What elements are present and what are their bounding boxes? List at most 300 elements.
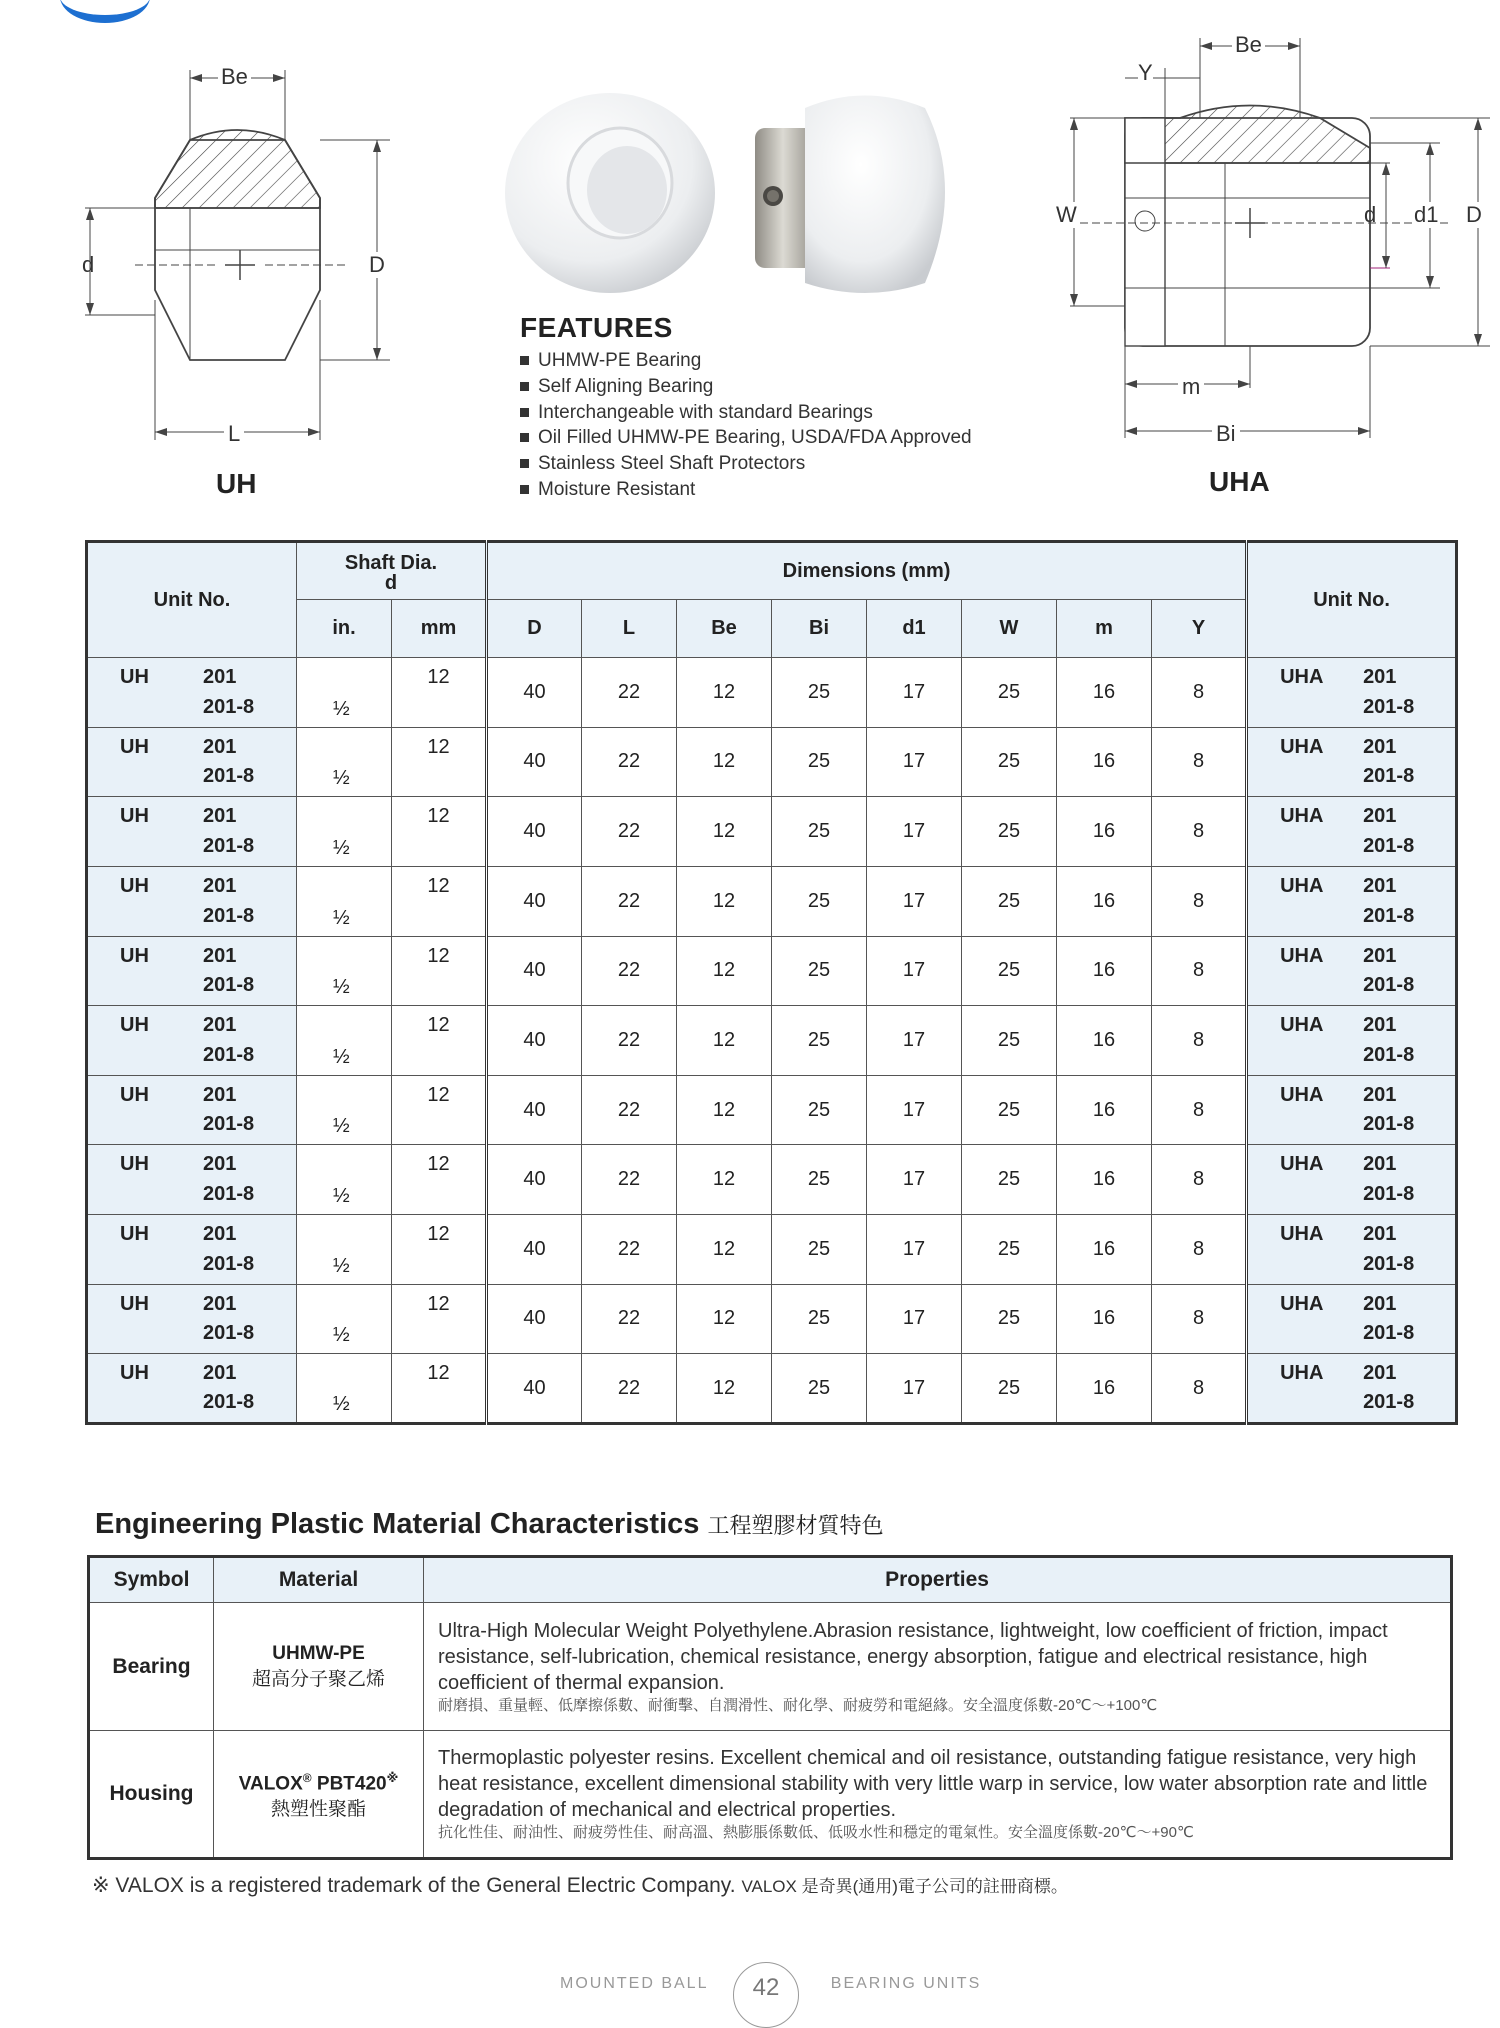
dim-Be: 12 <box>677 936 772 1006</box>
material-row-housing <box>89 1731 1452 1859</box>
unit-sub-number: 201-8 <box>203 1391 255 1413</box>
table-row <box>87 1075 1457 1145</box>
unit-series-right: UHA <box>1280 1223 1324 1245</box>
unit-number: 201 <box>203 1292 237 1315</box>
table-row <box>87 1006 1457 1076</box>
dim-Bi: 25 <box>772 1354 867 1424</box>
table-row <box>87 658 1457 728</box>
dim-m: 16 <box>1057 866 1152 936</box>
uh-L-label: L <box>224 421 244 447</box>
unit-number-right: 201 <box>1363 1014 1397 1037</box>
uha-w-label: W <box>1056 202 1077 227</box>
unit-number: 201 <box>203 874 237 897</box>
unit-sub-number-right: 201-8 <box>1363 1183 1415 1205</box>
properties-housing-en: Thermoplastic polyester resins. Excellent chemical and oil resistance, outstanding fatigue resistance, very high heat resistance, excellent dimensional stability with very little warp in service, low water absorption rate and little degradation of mechanical and electrical properties. <box>438 1747 1428 1821</box>
shaft-mm-value: 12 <box>427 1223 450 1245</box>
dim-W: 25 <box>962 866 1057 936</box>
dim-D: 40 <box>487 1075 582 1145</box>
dim-m: 16 <box>1057 797 1152 867</box>
feature-item: Self Aligning Bearing <box>520 374 972 400</box>
shaft-mm-value: 12 <box>427 1153 450 1176</box>
feature-item: Oil Filled UHMW-PE Bearing, USDA/FDA Approved <box>520 425 972 451</box>
dim-D: 40 <box>487 797 582 867</box>
shaft-in-value: ½ <box>333 906 350 929</box>
dim-D: 40 <box>487 1354 582 1424</box>
dim-d1: 17 <box>867 727 962 797</box>
properties-bearing-zh: 耐磨損、重量輕、低摩擦係數、耐衝擊、自潤滑性、耐化學、耐疲勞和電絕緣。安全溫度係數-20℃～+100℃ <box>438 1696 1158 1714</box>
footnote-en: ※ VALOX is a registered trademark of the General Electric Company. <box>92 1874 736 1897</box>
unit-number-right: 201 <box>1363 874 1397 897</box>
dim-m: 16 <box>1057 727 1152 797</box>
shaft-in-value: ½ <box>333 976 350 999</box>
dim-L: 22 <box>582 1075 677 1145</box>
unit-number: 201 <box>203 1014 237 1037</box>
unit-series-right: UHA <box>1280 874 1324 897</box>
dim-Bi: 25 <box>772 936 867 1006</box>
unit-sub-number: 201-8 <box>203 765 255 788</box>
uh-D-label: D <box>369 252 385 277</box>
uha-d-label: d <box>1364 202 1377 227</box>
unit-series-right: UHA <box>1280 1014 1324 1037</box>
header-dimensions: Dimensions (mm) <box>487 542 1247 600</box>
dim-Y: 8 <box>1152 866 1247 936</box>
shaft-in-cell <box>297 936 392 1006</box>
shaft-mm-value: 12 <box>427 1083 450 1106</box>
unit-series: UH <box>120 805 149 828</box>
dim-Y: 8 <box>1152 1354 1247 1424</box>
shaft-mm-cell <box>392 1284 487 1354</box>
material-bearing-name: UHMW-PE <box>272 1642 365 1664</box>
dim-L: 22 <box>582 1354 677 1424</box>
unit-series-right: UHA <box>1280 735 1324 758</box>
dim-Be: 12 <box>677 1075 772 1145</box>
unit-sub-number: 201-8 <box>203 1043 255 1066</box>
shaft-mm-value: 12 <box>427 1014 450 1037</box>
dim-Be: 12 <box>677 1006 772 1076</box>
dim-Be: 12 <box>677 727 772 797</box>
header-symbol: Symbol <box>89 1557 214 1603</box>
shaft-in-cell <box>297 1284 392 1354</box>
uha-y-label: Y <box>1138 60 1153 85</box>
table-row <box>87 727 1457 797</box>
shaft-in-value: ½ <box>333 767 350 790</box>
table-row <box>87 1215 1457 1285</box>
unit-number-right: 201 <box>1363 1153 1397 1176</box>
uha-D-label: D <box>1466 202 1482 227</box>
unit-series: UH <box>120 1362 149 1385</box>
material-housing-grade: PBT420 <box>316 1773 387 1795</box>
shaft-mm-value: 12 <box>427 666 450 688</box>
shaft-in-value: ½ <box>333 1045 350 1068</box>
unit-sub-number-right: 201-8 <box>1363 1322 1415 1345</box>
unit-no-cell <box>87 866 297 936</box>
dim-L: 22 <box>582 658 677 728</box>
header-shaft-dia-sub: d <box>384 571 398 594</box>
uha-bearing-diagram <box>1050 38 1490 458</box>
shaft-mm-cell <box>392 936 487 1006</box>
dim-L: 22 <box>582 866 677 936</box>
unit-series: UH <box>120 1223 149 1245</box>
dim-L: 22 <box>582 1145 677 1215</box>
unit-number-right: 201 <box>1363 1292 1397 1315</box>
dim-L: 22 <box>582 936 677 1006</box>
feature-item: Interchangeable with standard Bearings <box>520 400 972 426</box>
header-in: in. <box>297 600 392 658</box>
material-heading <box>95 1508 883 1541</box>
dim-Be: 12 <box>677 866 772 936</box>
unit-number-right: 201 <box>1363 1083 1397 1106</box>
unit-number: 201 <box>203 1153 237 1176</box>
header-Y: Y <box>1152 600 1247 658</box>
shaft-mm-cell <box>392 797 487 867</box>
dim-Bi: 25 <box>772 866 867 936</box>
shaft-in-value: ½ <box>333 1324 350 1347</box>
uh-d-label: d <box>82 252 95 277</box>
unit-no-right-cell <box>1247 1006 1457 1076</box>
dim-m: 16 <box>1057 1145 1152 1215</box>
shaft-in-cell <box>297 1354 392 1424</box>
header-m: m <box>1057 600 1152 658</box>
properties-housing-zh: 抗化性佳、耐油性、耐疲勞性佳、耐高溫、熱膨脹係數低、低吸水性和穩定的電氣性。安全溫度係數-20℃～+90℃ <box>438 1824 1194 1841</box>
unit-series: UH <box>120 944 149 967</box>
unit-no-cell <box>87 1284 297 1354</box>
shaft-mm-cell <box>392 1354 487 1424</box>
shaft-mm-value: 12 <box>427 874 450 897</box>
material-housing-name: VALOX <box>238 1773 303 1795</box>
shaft-in-cell <box>297 797 392 867</box>
dim-W: 25 <box>962 727 1057 797</box>
dim-m: 16 <box>1057 936 1152 1006</box>
header-unit-no-right: Unit No. <box>1247 542 1457 658</box>
shaft-in-cell <box>297 1145 392 1215</box>
dim-Bi: 25 <box>772 797 867 867</box>
shaft-mm-value: 12 <box>427 1362 450 1385</box>
unit-sub-number-right: 201-8 <box>1363 1043 1415 1066</box>
dim-d1: 17 <box>867 1284 962 1354</box>
dim-D: 40 <box>487 1215 582 1285</box>
footer-left-text: MOUNTED BALL <box>560 1975 708 1992</box>
unit-series: UH <box>120 874 149 897</box>
material-bearing-name-zh: 超高分子聚乙烯 <box>251 1668 385 1690</box>
dimensions-table-body <box>87 658 1457 1424</box>
unit-sub-number: 201-8 <box>203 834 255 857</box>
dim-L: 22 <box>582 797 677 867</box>
dim-m: 16 <box>1057 1075 1152 1145</box>
dim-L: 22 <box>582 727 677 797</box>
unit-sub-number: 201-8 <box>203 1113 255 1136</box>
table-row <box>87 936 1457 1006</box>
shaft-in-cell <box>297 658 392 728</box>
unit-number: 201 <box>203 735 237 758</box>
shaft-mm-cell <box>392 727 487 797</box>
logo-swoosh <box>60 0 150 23</box>
dim-Bi: 25 <box>772 1215 867 1285</box>
dim-D: 40 <box>487 1284 582 1354</box>
header-Be: Be <box>677 600 772 658</box>
shaft-in-value: ½ <box>333 836 350 859</box>
unit-series-right: UHA <box>1280 1153 1324 1176</box>
header-mm: mm <box>392 600 487 658</box>
table-row <box>87 1354 1457 1424</box>
dim-W: 25 <box>962 658 1057 728</box>
unit-sub-number-right: 201-8 <box>1363 765 1415 788</box>
header-Bi: Bi <box>772 600 867 658</box>
shaft-in-value: ½ <box>333 697 350 720</box>
unit-no-right-cell <box>1247 866 1457 936</box>
material-row-bearing <box>89 1603 1452 1731</box>
dim-d1: 17 <box>867 1145 962 1215</box>
material-table <box>87 1555 1453 1860</box>
dim-Y: 8 <box>1152 797 1247 867</box>
unit-number: 201 <box>203 805 237 828</box>
unit-number: 201 <box>203 1083 237 1106</box>
header-D: D <box>487 600 582 658</box>
shaft-in-value: ½ <box>333 1115 350 1138</box>
trademark-footnote <box>92 1872 1068 1898</box>
dim-D: 40 <box>487 658 582 728</box>
uha-m-label: m <box>1178 374 1204 400</box>
unit-number-right: 201 <box>1363 805 1397 828</box>
dim-L: 22 <box>582 1215 677 1285</box>
uha-title: UHA <box>1209 466 1270 497</box>
bearing-photo <box>505 88 965 303</box>
shaft-in-cell <box>297 727 392 797</box>
unit-series: UH <box>120 666 149 688</box>
unit-sub-number: 201-8 <box>203 1252 255 1275</box>
table-row <box>87 1145 1457 1215</box>
shaft-in-value: ½ <box>333 1185 350 1207</box>
dim-Y: 8 <box>1152 727 1247 797</box>
uh-bearing-diagram <box>75 60 415 460</box>
unit-number: 201 <box>203 1362 237 1385</box>
feature-item: Moisture Resistant <box>520 477 972 503</box>
unit-sub-number: 201-8 <box>203 974 255 997</box>
dim-Bi: 25 <box>772 1006 867 1076</box>
unit-sub-number-right: 201-8 <box>1363 834 1415 857</box>
header-d1: d1 <box>867 600 962 658</box>
features-list <box>520 348 972 503</box>
dim-W: 25 <box>962 936 1057 1006</box>
dim-Bi: 25 <box>772 1284 867 1354</box>
dim-Be: 12 <box>677 658 772 728</box>
dim-D: 40 <box>487 1006 582 1076</box>
header-L: L <box>582 600 677 658</box>
symbol-bearing: Bearing <box>89 1603 214 1731</box>
dim-d1: 17 <box>867 1354 962 1424</box>
dim-Be: 12 <box>677 1284 772 1354</box>
shaft-mm-value: 12 <box>427 944 450 967</box>
shaft-in-value: ½ <box>333 1254 350 1277</box>
shaft-mm-cell <box>392 658 487 728</box>
footnote-zh: VALOX 是奇異(通用)電子公司的註冊商標。 <box>741 1877 1068 1896</box>
shaft-mm-cell <box>392 1215 487 1285</box>
shaft-in-cell <box>297 1215 392 1285</box>
shaft-mm-cell <box>392 866 487 936</box>
dim-m: 16 <box>1057 1354 1152 1424</box>
unit-no-right-cell <box>1247 1075 1457 1145</box>
dim-W: 25 <box>962 797 1057 867</box>
unit-number-right: 201 <box>1363 666 1397 688</box>
material-housing-name-zh: 熱塑性聚酯 <box>270 1799 366 1821</box>
unit-no-right-cell <box>1247 658 1457 728</box>
uh-be-label: Be <box>218 64 251 90</box>
shaft-mm-value: 12 <box>427 1292 450 1315</box>
unit-no-cell <box>87 1215 297 1285</box>
shaft-mm-cell <box>392 1145 487 1215</box>
shaft-in-cell <box>297 866 392 936</box>
unit-no-cell <box>87 797 297 867</box>
shaft-in-cell <box>297 1075 392 1145</box>
page-number: 42 <box>733 1962 799 2028</box>
features-title: FEATURES <box>520 312 673 343</box>
dim-Bi: 25 <box>772 727 867 797</box>
dim-W: 25 <box>962 1354 1057 1424</box>
symbol-housing: Housing <box>89 1731 214 1859</box>
unit-no-cell <box>87 1145 297 1215</box>
header-properties: Properties <box>424 1557 1452 1603</box>
note-mark: ※ <box>386 1770 399 1785</box>
dim-m: 16 <box>1057 1284 1152 1354</box>
properties-housing <box>424 1731 1452 1859</box>
dim-d1: 17 <box>867 866 962 936</box>
table-row <box>87 797 1457 867</box>
dim-m: 16 <box>1057 1215 1152 1285</box>
unit-series: UH <box>120 1014 149 1037</box>
unit-no-right-cell <box>1247 797 1457 867</box>
unit-number: 201 <box>203 1223 237 1245</box>
header-material: Material <box>214 1557 424 1603</box>
shaft-in-cell <box>297 1006 392 1076</box>
unit-series-right: UHA <box>1280 1362 1324 1385</box>
dim-W: 25 <box>962 1075 1057 1145</box>
unit-series: UH <box>120 1153 149 1176</box>
footer-right-text: BEARING UNITS <box>830 1975 982 1992</box>
material-housing-name-line <box>215 1765 422 1797</box>
dim-D: 40 <box>487 936 582 1006</box>
unit-sub-number: 201-8 <box>203 1322 255 1345</box>
dim-d1: 17 <box>867 1006 962 1076</box>
shaft-in-value: ½ <box>333 1393 350 1415</box>
material-heading-zh: 工程塑膠材質特色 <box>707 1513 884 1538</box>
unit-no-right-cell <box>1247 1145 1457 1215</box>
feature-item: UHMW-PE Bearing <box>520 348 972 374</box>
table-row <box>87 1284 1457 1354</box>
dim-W: 25 <box>962 1145 1057 1215</box>
unit-series-right: UHA <box>1280 805 1324 828</box>
material-heading-en: Engineering Plastic Material Characteristics <box>95 1508 700 1540</box>
unit-number-right: 201 <box>1363 1362 1397 1385</box>
dim-D: 40 <box>487 866 582 936</box>
dim-Y: 8 <box>1152 1284 1247 1354</box>
dim-Be: 12 <box>677 1145 772 1215</box>
dim-D: 40 <box>487 727 582 797</box>
unit-number: 201 <box>203 944 237 967</box>
shaft-mm-cell <box>392 1006 487 1076</box>
unit-no-right-cell <box>1247 936 1457 1006</box>
unit-no-cell <box>87 1006 297 1076</box>
header-shaft-dia <box>297 542 487 600</box>
unit-series-right: UHA <box>1280 666 1324 688</box>
dim-Be: 12 <box>677 1354 772 1424</box>
shaft-mm-value: 12 <box>427 735 450 758</box>
unit-number-right: 201 <box>1363 944 1397 967</box>
unit-no-cell <box>87 1354 297 1424</box>
unit-sub-number: 201-8 <box>203 904 255 927</box>
uha-d1-label: d1 <box>1414 202 1439 227</box>
shaft-mm-value: 12 <box>427 805 450 828</box>
shaft-mm-cell <box>392 1075 487 1145</box>
dim-L: 22 <box>582 1006 677 1076</box>
properties-bearing <box>424 1603 1452 1731</box>
unit-no-right-cell <box>1247 1354 1457 1424</box>
dim-Y: 8 <box>1152 1075 1247 1145</box>
unit-no-right-cell <box>1247 1284 1457 1354</box>
dim-Y: 8 <box>1152 1145 1247 1215</box>
unit-no-cell <box>87 936 297 1006</box>
dim-Bi: 25 <box>772 1145 867 1215</box>
properties-bearing-en: Ultra-High Molecular Weight Polyethylene.Abrasion resistance, lightweight, low coefficient of friction, impact resistance, self-lubrication, chemical resistance, energy absorption, fatigue and electrical resistance, high coefficient of thermal expansion. <box>438 1619 1388 1694</box>
dim-Y: 8 <box>1152 936 1247 1006</box>
dim-d1: 17 <box>867 797 962 867</box>
dim-d1: 17 <box>867 658 962 728</box>
unit-sub-number: 201-8 <box>203 695 255 718</box>
dim-Bi: 25 <box>772 658 867 728</box>
dim-d1: 17 <box>867 1215 962 1285</box>
unit-number-right: 201 <box>1363 735 1397 758</box>
unit-no-cell <box>87 727 297 797</box>
uha-be-label: Be <box>1232 32 1265 58</box>
unit-sub-number-right: 201-8 <box>1363 974 1415 997</box>
unit-no-cell <box>87 658 297 728</box>
dim-Be: 12 <box>677 1215 772 1285</box>
dim-d1: 17 <box>867 1075 962 1145</box>
dim-Y: 8 <box>1152 1215 1247 1285</box>
dim-Be: 12 <box>677 797 772 867</box>
unit-sub-number-right: 201-8 <box>1363 1391 1415 1413</box>
unit-number: 201 <box>203 666 237 688</box>
unit-sub-number-right: 201-8 <box>1363 695 1415 718</box>
unit-series: UH <box>120 735 149 758</box>
dimensions-table <box>85 540 1458 1425</box>
material-housing <box>214 1731 424 1859</box>
unit-sub-number-right: 201-8 <box>1363 1252 1415 1275</box>
unit-series-right: UHA <box>1280 1083 1324 1106</box>
dim-Y: 8 <box>1152 1006 1247 1076</box>
unit-sub-number-right: 201-8 <box>1363 904 1415 927</box>
header-unit-no-left: Unit No. <box>87 542 297 658</box>
uha-bi-label: Bi <box>1212 421 1240 447</box>
feature-item: Stainless Steel Shaft Protectors <box>520 451 972 477</box>
dim-m: 16 <box>1057 658 1152 728</box>
unit-no-cell <box>87 1075 297 1145</box>
dim-L: 22 <box>582 1284 677 1354</box>
header-shaft-dia-label: Shaft Dia. <box>344 551 438 574</box>
material-bearing <box>214 1603 424 1731</box>
unit-sub-number-right: 201-8 <box>1363 1113 1415 1136</box>
dim-W: 25 <box>962 1284 1057 1354</box>
unit-series-right: UHA <box>1280 1292 1324 1315</box>
unit-no-right-cell <box>1247 1215 1457 1285</box>
dim-W: 25 <box>962 1215 1057 1285</box>
header-W: W <box>962 600 1057 658</box>
uh-title: UH <box>216 468 257 499</box>
unit-series: UH <box>120 1083 149 1106</box>
unit-series-right: UHA <box>1280 944 1324 967</box>
dim-D: 40 <box>487 1145 582 1215</box>
dim-Bi: 25 <box>772 1075 867 1145</box>
dim-W: 25 <box>962 1006 1057 1076</box>
dim-m: 16 <box>1057 1006 1152 1076</box>
